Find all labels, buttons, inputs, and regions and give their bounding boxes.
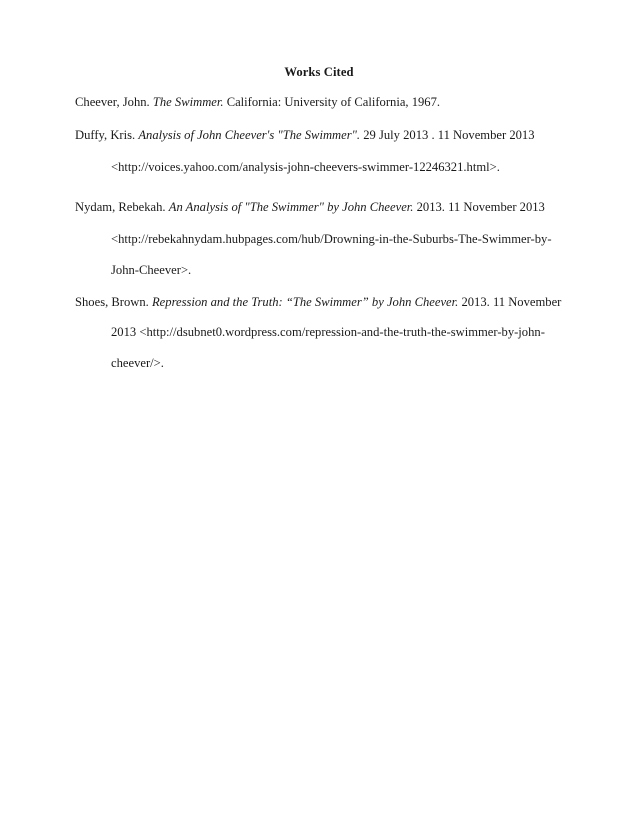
citation-entry-duffy [75,127,535,143]
citation-author: Shoes, Brown. [75,295,149,309]
citation-url: <http://voices.yahoo.com/analysis-john-cheevers-swimmer-12246321.html>. [111,160,500,174]
citation-details: 2013. 11 November [461,295,562,309]
citation-title: The Swimmer. [152,95,224,109]
citation-entry-nydam [75,199,545,215]
citation-url: <http://rebekahnydam.hubpages.com/hub/Drowning-in-the-Suburbs-The-Swimmer-by- [111,232,552,246]
citation-entry-cheever [75,94,440,110]
citation-details: 29 July 2013 . 11 November 2013 [363,128,535,142]
citation-title: Analysis of John Cheever's "The Swimmer". [138,128,361,142]
citation-details: 2013. 11 November 2013 [416,200,545,214]
citation-entry-shoes [75,294,561,310]
citation-author: Duffy, Kris. [75,128,136,142]
citation-url: 2013 <http://dsubnet0.wordpress.com/repression-and-the-truth-the-swimmer-by-john- [111,325,545,339]
citation-url-continued: John-Cheever>. [111,263,192,277]
page-title: Works Cited [284,65,354,79]
citation-title: Repression and the Truth: “The Swimmer” by John Cheever. [151,295,459,309]
citation-title: An Analysis of "The Swimmer" by John Cheever. [168,200,414,214]
citation-details: California: University of California, 1967. [226,95,441,109]
citation-author: Nydam, Rebekah. [75,200,166,214]
citation-url-continued: cheever/>. [111,356,164,370]
citation-author: Cheever, John. [75,95,150,109]
